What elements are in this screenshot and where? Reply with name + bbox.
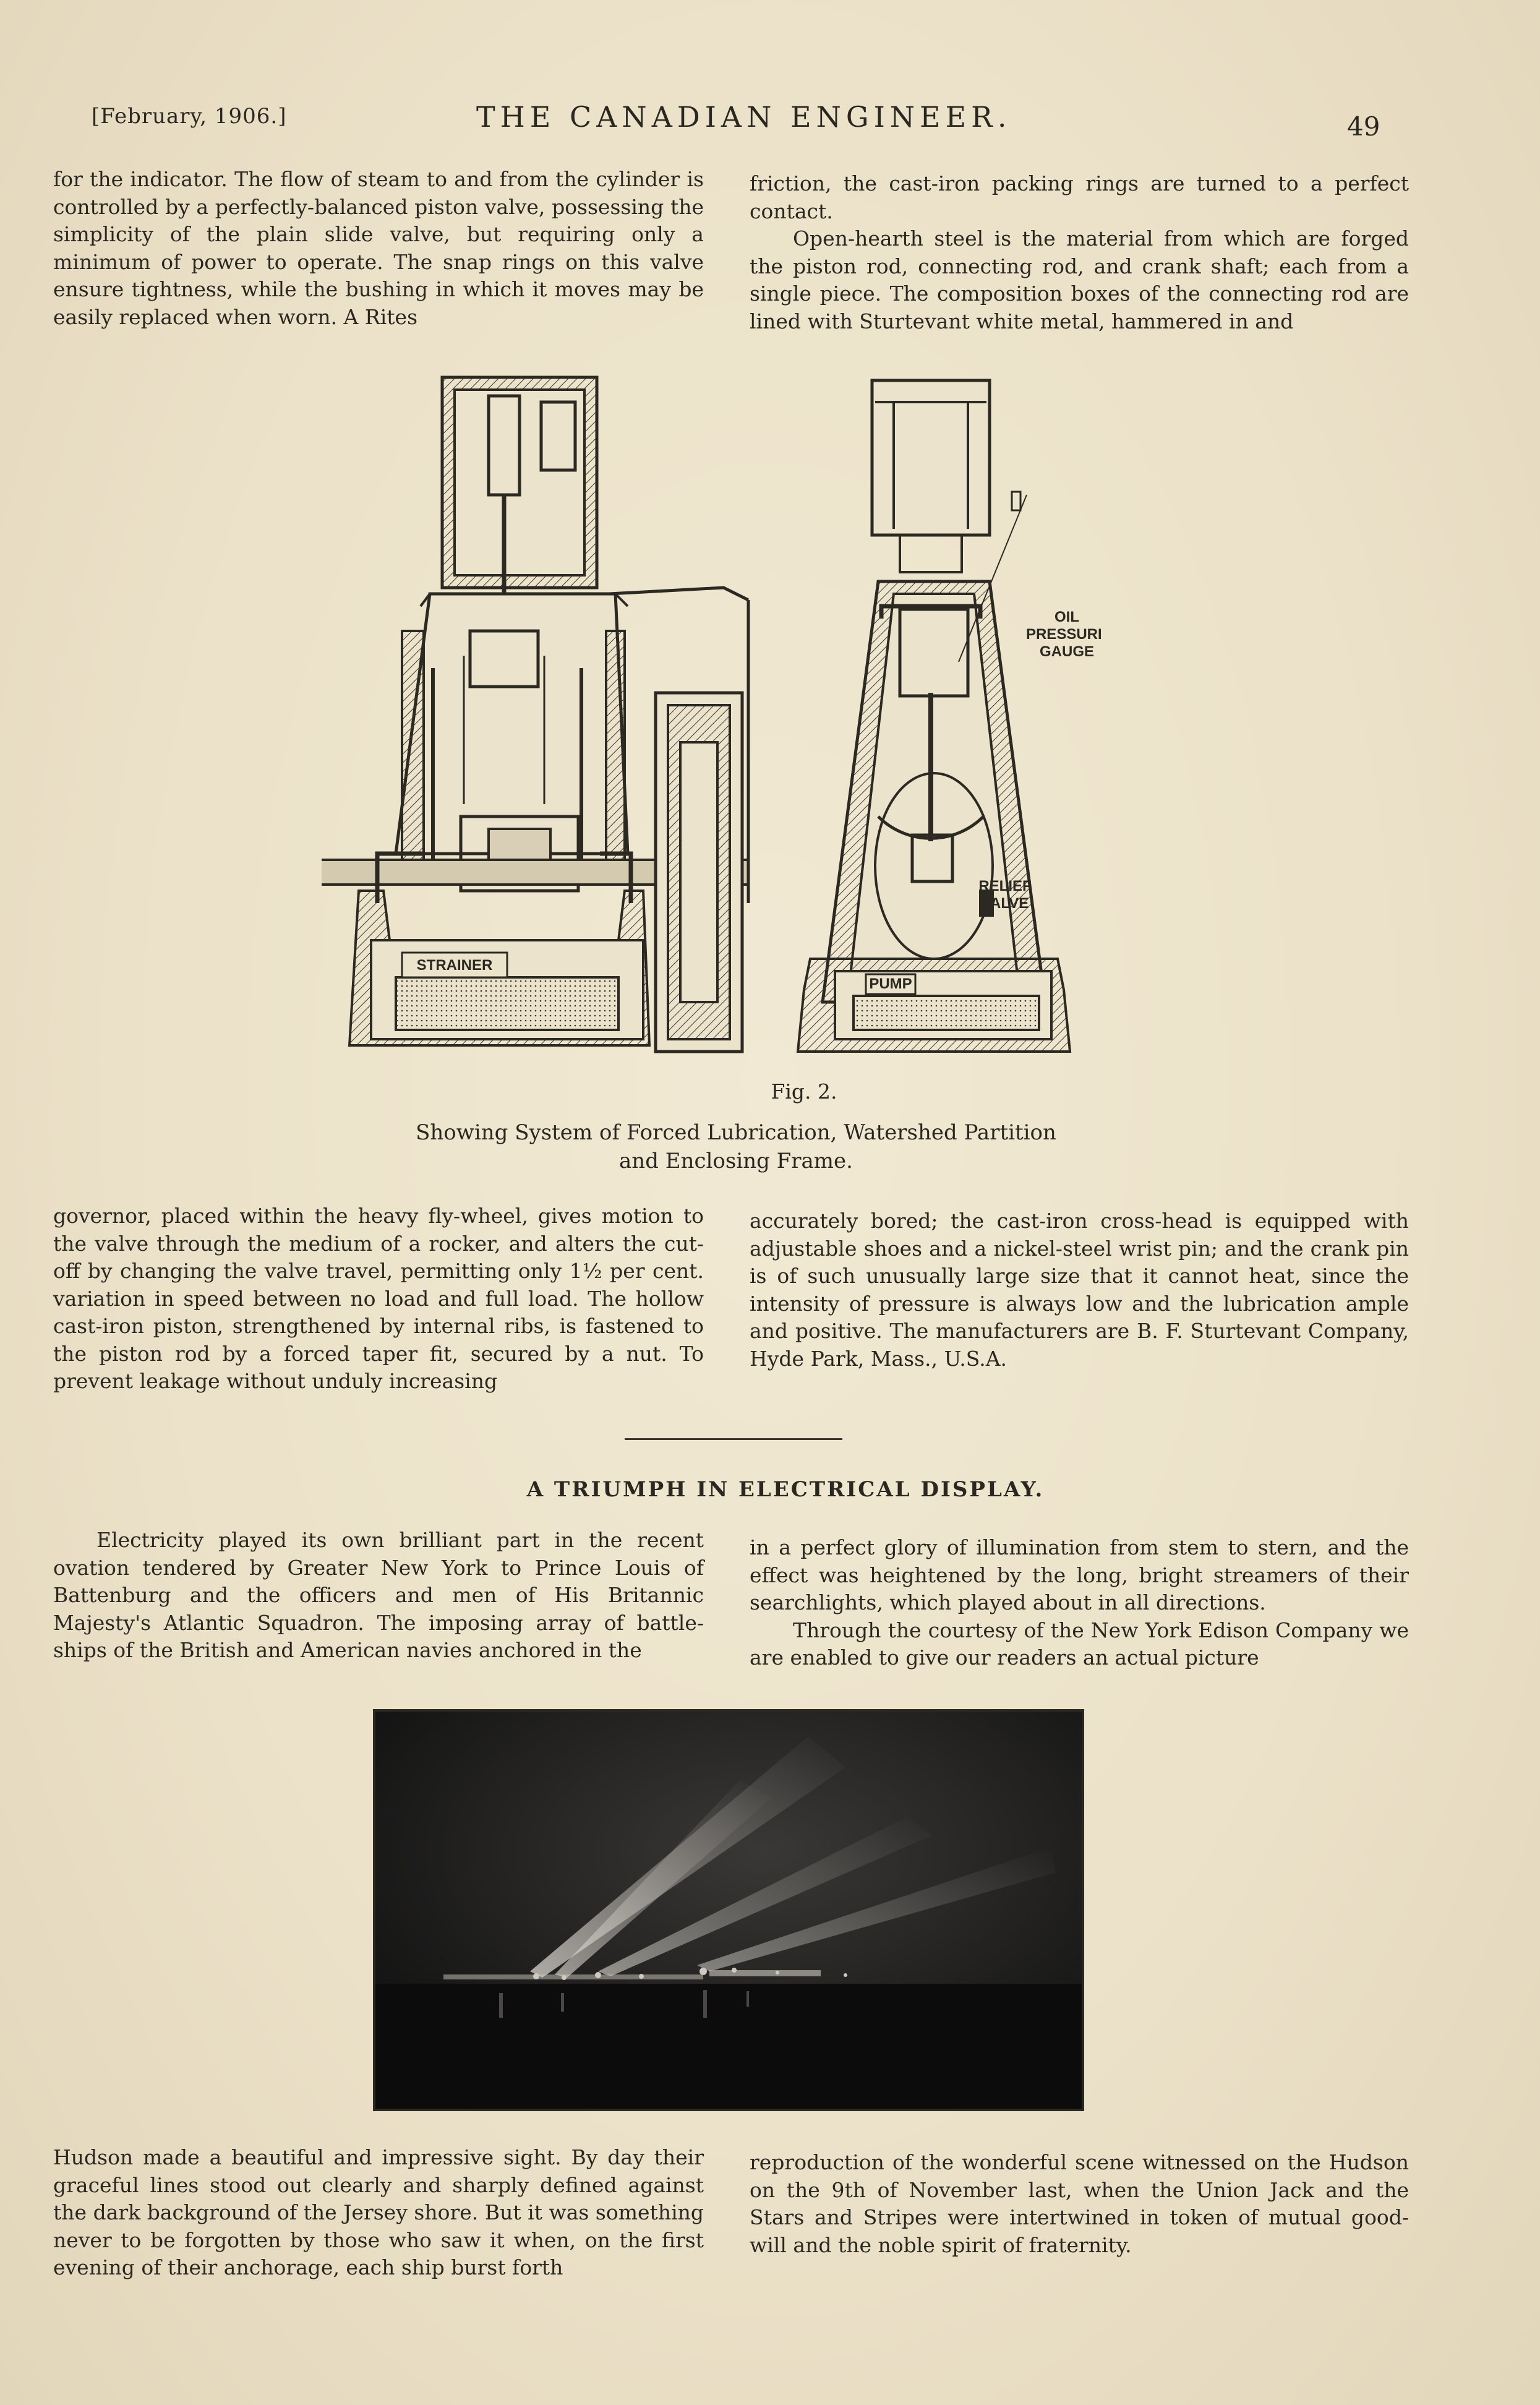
night-harbor-image xyxy=(375,1712,1082,2109)
paragraph: governor, placed within the heavy fly-wheel, gives motion to the valve through the medium of a rocker, and alters the cut-off by changing the valve travel, permitting only 1½ per cent. variation in speed between no load and full load. The hollow cast-iron piston, strengthened by internal ribs, is fastened to the piston rod by a forced taper fit, secured by a nut. To prevent leakage without unduly increasing xyxy=(53,1204,704,1393)
searchlight-photograph xyxy=(373,1709,1084,2111)
top-left-column xyxy=(53,166,704,331)
oil-gauge-label-3: GAUGE xyxy=(1039,643,1095,660)
caption-line: and Enclosing Frame. xyxy=(619,1149,853,1173)
paragraph: reproduction of the wonderful scene witnessed on the Hudson on the 9th of November last, when the Union Jack and the Stars and Stripes were intertwined in token of mutual good-will and the noble spirit of fraternity. xyxy=(750,2150,1409,2257)
top-right-column xyxy=(750,170,1409,335)
section-right-column xyxy=(750,1534,1409,1672)
engine-lubrication-figure xyxy=(322,371,1101,1076)
paragraph: Hudson made a beautiful and impressive sight. By day their graceful lines stood out clearly and sharply defined against the dark background of the Jersey shore. But it was something never to be forgotten by those who saw it when, on the first evening of their anchorage, each ship burst forth xyxy=(53,2145,704,2279)
strainer-label: STRAINER xyxy=(416,957,493,974)
pump-label: PUMP xyxy=(869,975,912,992)
caption-line: Showing System of Forced Lubrication, Watershed Partition xyxy=(416,1120,1056,1145)
paragraph: Electricity played its own brilliant part in the recent ovation tendered by Greater New York to Prince Louis of Battenburg and the officers and men of His Britannic Majesty's Atlantic Squadron. The imposing array of battle-ships of the British and American navies anchored in the xyxy=(53,1528,704,1662)
middle-left-column xyxy=(53,1202,704,1395)
relief-valve-label-2: VALVE xyxy=(981,895,1029,912)
oil-gauge-label-1: OIL xyxy=(1054,609,1079,625)
middle-right-column xyxy=(750,1207,1409,1373)
paragraph: accurately bored; the cast-iron cross-head is equipped with adjustable shoes and a nickel-steel wrist pin; and the crank pin is of such unusually large size that it cannot heat, since the intensity of pressure is always low and the lubrication ample and positive. The manufacturers are B. F. Sturtevant Company, Hyde Park, Mass., U.S.A. xyxy=(750,1209,1409,1371)
relief-valve-label-1: RELIEF xyxy=(978,878,1032,894)
section-left-column xyxy=(53,1527,704,1665)
journal-title: THE CANADIAN ENGINEER. xyxy=(476,100,1012,134)
bottom-left-column xyxy=(53,2144,704,2282)
issue-date: [February, 1906.] xyxy=(92,104,287,129)
bottom-right-column xyxy=(750,2149,1409,2259)
right-section-view xyxy=(798,380,1070,1052)
paragraph: in a perfect glory of illumination from stem to stern, and the effect was heightened by the long, bright streamers of their searchlights, which played about in all directions. xyxy=(750,1535,1409,1614)
section-title: A TRIUMPH IN ELECTRICAL DISPLAY. xyxy=(526,1477,1045,1502)
page-number: 49 xyxy=(1347,111,1380,142)
paragraph: Through the courtesy of the New York Edison Company we are enabled to give our readers an actual picture xyxy=(750,1618,1409,1670)
left-section-view xyxy=(322,377,748,1052)
section-divider xyxy=(625,1438,842,1440)
figure-number: Fig. 2. xyxy=(771,1079,837,1104)
paragraph: Open-hearth steel is the material from which are forged the piston rod, connecting rod, and crank shaft; each from a single piece. The composition boxes of the connecting rod are lined with Sturtevant white metal, hammered in and xyxy=(750,226,1409,333)
oil-gauge-label-2: PRESSURE xyxy=(1025,626,1101,643)
figure-caption xyxy=(322,1118,1150,1175)
paragraph: for the indicator. The flow of steam to and from the cylinder is controlled by a perfectly-balanced piston valve, possessing the simplicity of the plain slide valve, but requiring only a minimum of power to operate. The snap rings on this valve ensure tightness, while the bushing in which it moves may be easily replaced when worn. A Rites xyxy=(53,167,704,329)
engine-drawing xyxy=(322,371,1101,1076)
paragraph: friction, the cast-iron packing rings are turned to a perfect contact. xyxy=(750,171,1409,223)
